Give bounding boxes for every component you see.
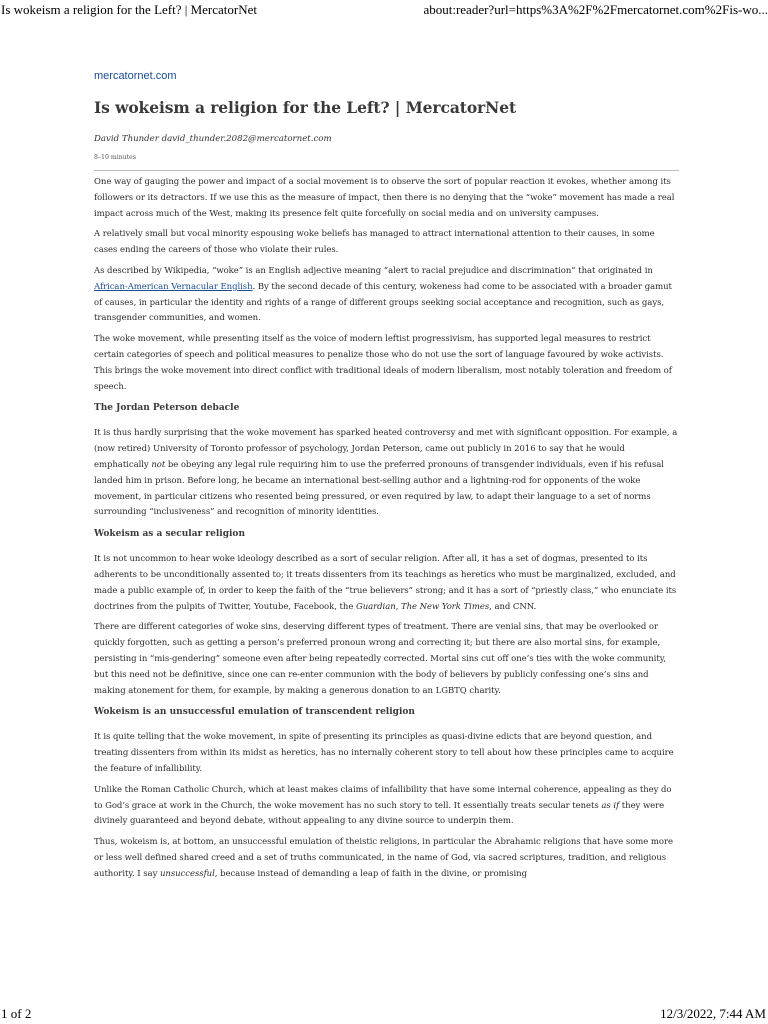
text-run: It is not uncommon to hear woke ideology described as a sort of secular religion. After all, it has a set of dogmas, presented to its adherents to be unconditionally assented to; it treats dissenters from its teachings as heretics who must be marginalized, excluded, and made a public example of, in order to keep the faith of the “true believers” strong; and it has a sort of “priestly class,” who enunciate its doctrines from the pulpits of Twitter, Youtube, Facebook, the <box>94 554 677 612</box>
text-run: they were divinely guaranteed and beyond debate, without appealing to any divine source to underpin them. <box>94 800 665 827</box>
source-domain-link[interactable]: mercatornet.com <box>94 70 177 82</box>
paragraph: A relatively small but vocal minority espousing woke beliefs has managed to attract international attention to their causes, in some cases ending the careers of those who violate their rules. <box>94 229 655 256</box>
article-credits: David Thunder david_thunder.2082@mercatornet.com <box>94 134 332 144</box>
section-heading: Wokeism as a secular religion <box>94 529 245 540</box>
article-content <box>94 175 679 882</box>
print-page-title: Is wokeism a religion for the Left? | MercatorNet <box>1 2 258 17</box>
section-heading: Wokeism is an unsuccessful emulation of transcendent religion <box>94 707 415 718</box>
link-aave[interactable]: African-American Vernacular English <box>94 281 253 292</box>
paragraph: There are different categories of woke sins, deserving different types of treatment. There are venial sins, that may be overlooked or quickly forgotten, such as getting a person’s preferred pronoun wrong and correcting it; but there are also mortal sins, for example, persisting in “mis-gendering” someone even after being repeatedly corrected. Mortal sins cut off one’s ties with the woke community, but this need not be definitive, since one can re-enter communion with the body of believers by publicly confessing one’s sins and making atonement for them, for example, by making a generous donation to an LGBTQ charity. <box>94 622 666 696</box>
emphasis: not <box>151 459 166 470</box>
print-datetime: 12/3/2022, 7:44 AM <box>660 1006 766 1021</box>
paragraph <box>94 552 679 615</box>
print-header <box>0 0 768 20</box>
text-run: be obeying any legal rule requiring him to use the preferred pronouns of transgender individuals, even if his refusal landed him in prison. Before long, he became an international best-selling author and a lightning-rod for opponents of the woke movement, in particular citizens who resented being pressured, or even required by law, to adapt their language to a set of norms surrounding “inclusiveness” and recognition of minority identities. <box>94 459 664 518</box>
text-run: . By the second decade of this century, wokeness had come to be associated with a broader gamut of causes, in particular the identity and rights of a range of different groups seeking social acceptance and recognition, such as gays, transgender communities, and women. <box>94 281 672 324</box>
text-run: , and CNN. <box>489 601 537 612</box>
paragraph: The woke movement, while presenting itself as the voice of modern leftist progressivism, has supported legal measures to restrict certain categories of speech and political measures to penalize those who do not use the sort of language favoured by woke activists. This brings the woke movement into direct conflict with traditional ideals of modern liberalism, most notably toleration and freedom of speech. <box>94 334 672 392</box>
header-divider <box>94 170 679 171</box>
text-run: Thus, wokeism is, at bottom, an unsuccessful emulation of theistic religions, in particular the Abrahamic religions that have some more or less well defined shared creed and a set of truths communicated, in the name of God, via sacred scriptures, tradition, and religious authority. I say <box>94 837 673 879</box>
section-heading: The Jordan Peterson debacle <box>94 403 240 414</box>
text-run: As described by Wikipedia, “woke” is an English adjective meaning “alert to racial prejudice and discrimination” that originated in <box>94 265 653 276</box>
page-number: 1 of 2 <box>1 1006 32 1021</box>
paragraph <box>94 835 679 882</box>
paragraph <box>94 426 679 521</box>
paragraph <box>94 783 679 830</box>
emphasis: as if <box>601 800 620 811</box>
article-title: Is wokeism a religion for the Left? | MercatorNet <box>94 98 517 117</box>
text-run: Unlike the Roman Catholic Church, which at least makes claims of infallibility that have some internal coherence, appealing as they do to God’s grace at work in the Church, the woke movement has no such story to tell. It essentially treats secular tenets <box>94 784 672 811</box>
emphasis: The New York Times <box>400 601 490 612</box>
emphasis: Guardian <box>355 601 396 612</box>
text-run: , because instead of demanding a leap of faith in the divine, or promising <box>214 868 527 879</box>
emphasis: unsuccessful <box>159 868 215 879</box>
text-run: , <box>395 601 401 612</box>
paragraph <box>94 264 679 327</box>
text-run: It is thus hardly surprising that the woke movement has sparked heated controversy and met with significant opposition. For example, a (now retired) University of Toronto professor of psychology, Jordan Peterson, came out publicly in 2016 to say that he would emphatically <box>94 428 678 470</box>
reading-time: 8–10 minutes <box>94 154 137 161</box>
paragraph: It is quite telling that the woke movement, in spite of presenting its principles as quasi-divine edicts that are beyond question, and treating dissenters from within its midst as heretics, has no internally coherent story to tell about how these principles came to acquire the feature of infallibility. <box>94 732 674 774</box>
paragraph: One way of gauging the power and impact of a social movement is to observe the sort of popular reaction it evokes, whether among its followers or its detractors. If we use this as the measure of impact, then there is no denying that the “woke” movement has made a real impact across much of the West, making its presence felt quite forcefully on social media and on university campuses. <box>94 177 675 219</box>
print-footer <box>0 1004 768 1024</box>
print-page-url: about:reader?url=https%3A%2F%2Fmercatornet.com%2Fis-wo... <box>423 2 768 17</box>
reader-view <box>94 70 679 887</box>
